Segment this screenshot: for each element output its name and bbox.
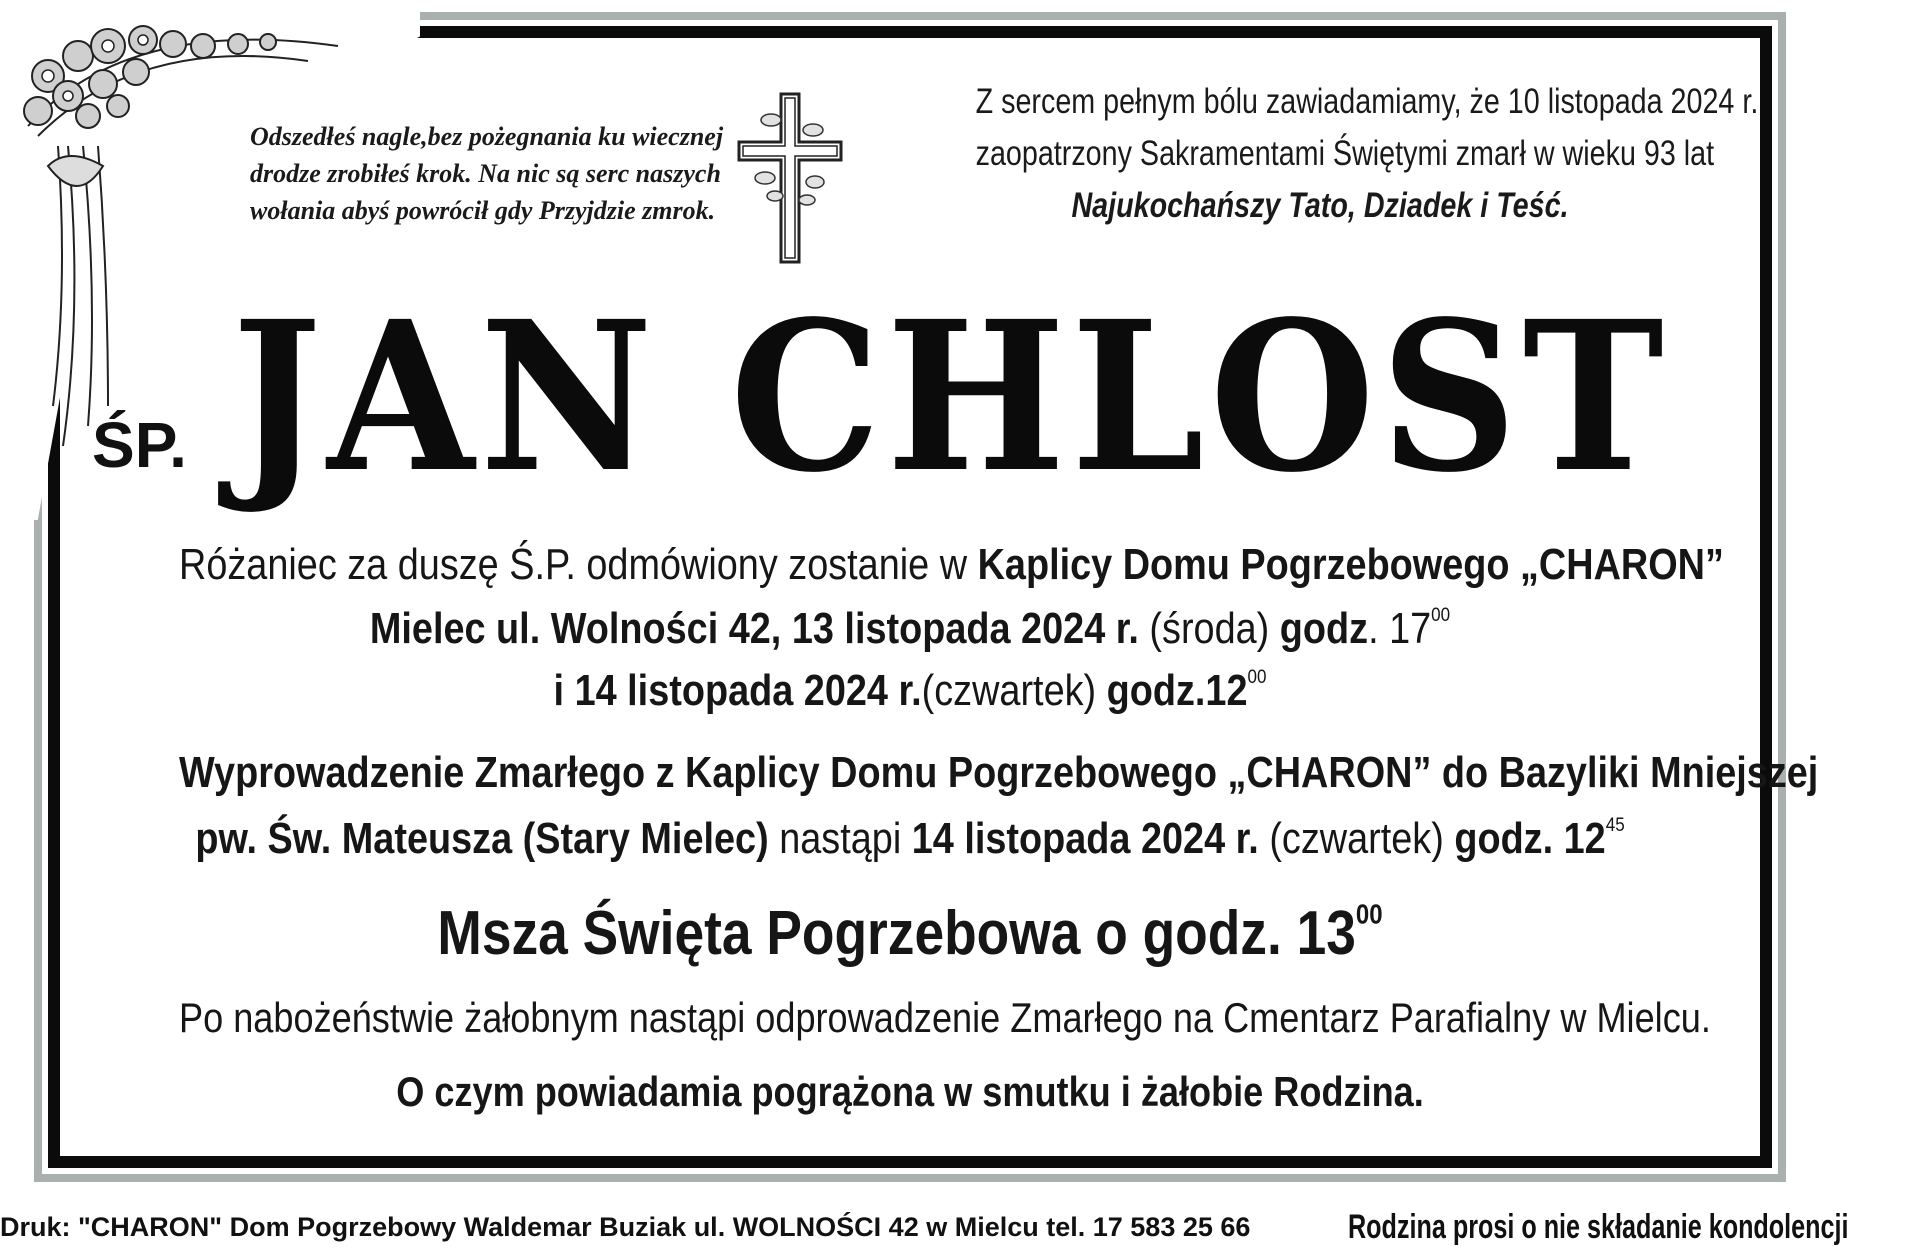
- rosary-time-1: . 17: [1368, 604, 1432, 653]
- rosary-time-1-minutes: 00: [1431, 604, 1451, 627]
- announcement-line: zaopatrzony Sakramentami Świętymi zmarł w wieku 93 lat: [975, 134, 1715, 173]
- closing-line: O czym powiadamia pogrążona w smutku i żałobie Rodzina.: [396, 1068, 1424, 1115]
- rosary-time-label-1: godz: [1279, 604, 1369, 653]
- rosary-time-2: godz.12: [1106, 666, 1248, 715]
- cross-icon: [735, 90, 845, 266]
- mass-text: Msza Święta Pogrzebowa o godz. 13: [437, 899, 1356, 968]
- rosary-date-2: i 14 listopada 2024 r.: [553, 666, 922, 715]
- procession-text: Wyprowadzenie Zmarłego z Kaplicy Domu Pogrzebowego „CHARON” do Bazyliki Mniejszej: [179, 748, 1819, 797]
- poem-line: Odszedłeś nagle,bez pożegnania ku wiecznej: [250, 122, 724, 151]
- mass-line: [179, 898, 1641, 969]
- rosary-weekday-2: (czwartek): [921, 666, 1107, 715]
- rosary-date-1: Mielec ul. Wolności 42, 13 listopada 2024 r.: [369, 604, 1139, 653]
- rosary-weekday-1: (środa): [1138, 604, 1280, 653]
- rosary-text: Różaniec za duszę Ś.P. odmówiony zostanie w: [179, 540, 978, 589]
- printer-info: Druk: "CHARON" Dom Pogrzebowy Waldemar Buziak ul. WOLNOŚCI 42 w Mielcu tel. 17 583 25 66: [0, 1212, 1251, 1242]
- announcement-relations: Najukochańszy Tato, Dziadek i Teść.: [1071, 186, 1569, 225]
- procession-line-2: [179, 814, 1641, 864]
- poem-line: drodze zrobiłeś krok. Na nic są serc naszych: [250, 159, 721, 188]
- rosary-time-2-minutes: 00: [1247, 666, 1267, 689]
- procession-date: 14 listopada 2024 r.: [911, 814, 1259, 863]
- deceased-name: JAN CHLOST: [232, 276, 1670, 518]
- church-name: pw. Św. Mateusza (Stary Mielec): [195, 814, 769, 863]
- announcement: [975, 76, 1759, 232]
- mass-time-minutes: 00: [1355, 898, 1383, 930]
- poem: [250, 118, 724, 229]
- procession-verb: nastąpi: [768, 814, 912, 863]
- rosary-line-3: [179, 666, 1641, 716]
- procession-time: godz. 12: [1454, 814, 1606, 863]
- poem-line: wołania abyś powrócił gdy Przyjdzie zmrok.: [250, 196, 716, 225]
- announcement-line: Z sercem pełnym bólu zawiadamiamy, że 10 listopada 2024 r.: [975, 82, 1759, 121]
- name-prefix: ŚP.: [92, 409, 187, 481]
- burial-line: Po nabożeństwie żałobnym nastąpi odprowadzenie Zmarłego na Cmentarz Parafialny w Mielcu.: [179, 994, 1711, 1041]
- procession-time-minutes: 45: [1605, 814, 1625, 837]
- procession-line-1: [179, 748, 1819, 798]
- procession-weekday: (czwartek): [1258, 814, 1455, 863]
- chapel-name: Kaplicy Domu Pogrzebowego „CHARON”: [977, 540, 1724, 589]
- rosary-line-1: [179, 540, 1724, 590]
- rosary-line-2: [179, 604, 1641, 654]
- condolence-request: Rodzina prosi o nie składanie kondolencji: [1348, 1208, 1849, 1246]
